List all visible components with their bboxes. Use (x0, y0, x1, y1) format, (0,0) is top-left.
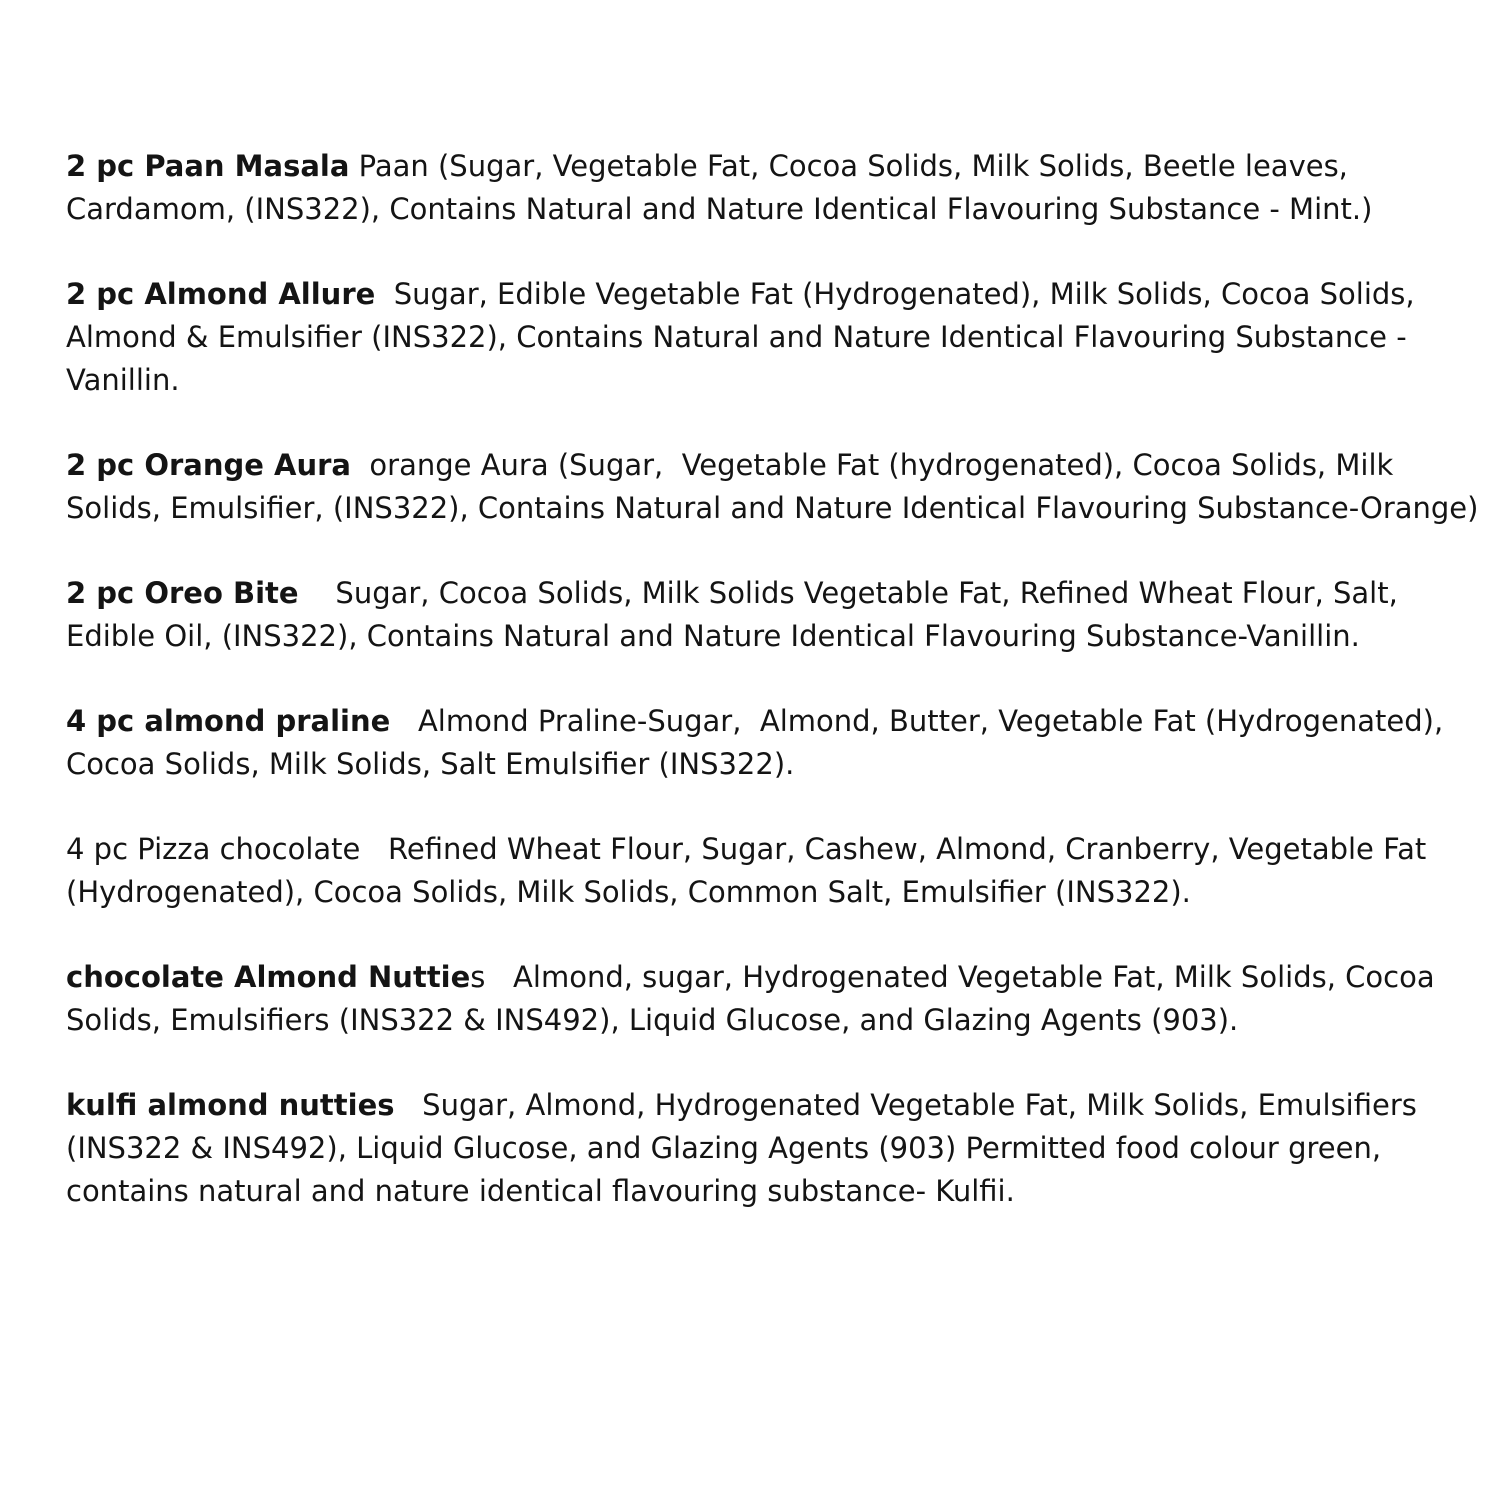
product-name: 4 pc almond praline (66, 704, 391, 738)
product-name: kulfi almond nutties (66, 1088, 395, 1122)
product-name: 2 pc Paan Masala (66, 149, 350, 183)
ingredient-text: Sugar, Almond, Hydrogenated Vegetable Fat, Milk Solids, Emulsifiers (INS322 & INS492), Liquid Glucose, and Glazing Agents (903) Permitted food colour green, contains natural and nature identical flavouring substance- Kulfii. (66, 1088, 1427, 1208)
ingredient-text: Almond Praline-Sugar, Almond, Butter, Vegetable Fat (Hydrogenated), Cocoa Solids, Milk Solids, Salt Emulsifier (INS322). (66, 704, 1453, 781)
ingredient-entry-almond-allure (66, 273, 1480, 402)
ingredient-text: orange Aura (Sugar, Vegetable Fat (hydrogenated), Cocoa Solids, Milk Solids, Emulsifier, (INS322), Contains Natural and Nature Identical Flavouring Substance-Orange) (66, 448, 1479, 525)
ingredient-list (66, 145, 1480, 1213)
ingredient-entry-oreo-bite (66, 572, 1480, 658)
ingredient-entry-pizza-chocolate (66, 828, 1480, 914)
product-name: 2 pc Almond Allure (66, 277, 376, 311)
ingredient-text: Paan (Sugar, Vegetable Fat, Cocoa Solids, Milk Solids, Beetle leaves, Cardamom, (INS322), Contains Natural and Nature Identical Flavouring Substance - Mint.) (66, 149, 1373, 226)
ingredient-text: Sugar, Cocoa Solids, Milk Solids Vegetable Fat, Refined Wheat Flour, Salt, Edible Oil, (INS322), Contains Natural and Nature Identical Flavouring Substance-Vanillin. (66, 576, 1408, 653)
product-name: 4 pc Pizza chocolate (66, 832, 361, 866)
ingredient-text: s Almond, sugar, Hydrogenated Vegetable Fat, Milk Solids, Cocoa Solids, Emulsifiers (INS322 & INS492), Liquid Glucose, and Glazing Agents (903). (66, 960, 1444, 1037)
ingredient-entry-paan-masala (66, 145, 1480, 231)
product-name: chocolate Almond Nuttie (66, 960, 471, 994)
ingredient-entry-kulfi-almond-nutties (66, 1084, 1480, 1213)
ingredient-text: Sugar, Edible Vegetable Fat (Hydrogenated), Milk Solids, Cocoa Solids, Almond & Emulsifier (INS322), Contains Natural and Nature Identical Flavouring Substance - Vanillin. (66, 277, 1424, 397)
ingredient-entry-almond-praline (66, 700, 1480, 786)
ingredient-entry-orange-aura (66, 444, 1480, 530)
ingredient-entry-chocolate-almond-nutties (66, 956, 1480, 1042)
product-name: 2 pc Oreo Bite (66, 576, 299, 610)
product-name: 2 pc Orange Aura (66, 448, 351, 482)
ingredient-text: Refined Wheat Flour, Sugar, Cashew, Almond, Cranberry, Vegetable Fat (Hydrogenated), Cocoa Solids, Milk Solids, Common Salt, Emulsifier (INS322). (66, 832, 1436, 909)
